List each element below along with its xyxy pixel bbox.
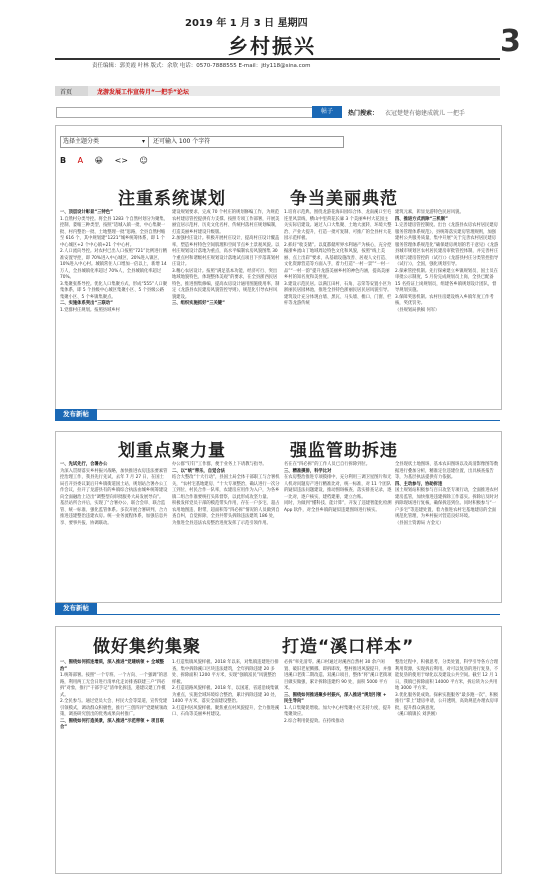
article1-headline-left: 注重系统谋划 <box>118 189 226 209</box>
publish-button[interactable]: 发布新帖 <box>55 409 97 420</box>
issue-date: 2019 年 1 月 3 日 星期四 <box>185 18 308 29</box>
nav-banner-link[interactable]: 龙游发展工作宣传月“一把手”论坛 <box>97 89 189 96</box>
article1-col1: 一、顶层设计彰显“三特色” 1.自然村分类导控。将全县 1283 个自然村划分为聚集、控制、萎缩三种类型，按照“适城入镇一批、中心集聚一批、村内整治一批、土地整理一批”思路，全县自然村缩至 616 个，其中规划建“1221”城乡统筹体系，即 1 个中心城区+2 个中心镇+21 个中心村。 2.人口流向导控。对农村已出人口按照“721”比例进行精准安置导控，即 70%进入中心城区、20%进入镇区、10%进入中心村。城镇常住人口增加一倍以上，新增 14 万人，全县城镇化率超过 70%人，全县城镇化率超过 70%。 3.集聚张系导控。优化人口集聚方式，形成“555”人口聚集体系，即 5 个县级中心城区集聚小区、5 个县级公路集聚小区、5 个乡镇集聚点。 二、实施体系突出“三联动” 1.党群村庄规划。按照县域乡村 <box>60 210 168 313</box>
article3-col3: 必拆”率先清零。溪口村通过对溪西自然村 30 余户闲置、破旧老屋腾挪，即拆即改，整村推进风貌提升，并推进溪口老街二期改造。双溪口项目，整体“将”溪口老街项目做实做强，累计拆除违建约 90 处，面积 5000 平方米。 三、围绕如何推进聚乡村振兴，深入推进“规划引领 + 民生导向” 1.人口集聚促增收。加大中心村集聚小区支持力度，提升集聚效应。 2.综合利用促提效。在持续推动 <box>284 660 392 724</box>
article1-headline-right: 争当美丽典范 <box>290 189 398 209</box>
article2-headline-right: 强监管助拆违 <box>290 441 398 461</box>
article2-col4: 全县现状土地图斑、基本农田图斑以及高清影像图等数据进行叠加分析，精准定位违建位置，出具核查报告等，为基层执法提供有力依据。 四、主动参与，协助拆违 国土规划站积极参与百日攻坚专项行动，全面推进农村建房监管，加快推进违建拆除工作落实。拆除后及时对拆除现场进行复核，确保拆违到位。同时积极参与“一户多宅”等违建处置，着力推进农村宅基地建房的全面规范化管理，为乡村振兴营造良好环境。 （县国土资源局 方金元） <box>395 462 499 526</box>
article3-col4: 整治过程中，积极思考，分类处置，科学引导各方合理利用资源，实现拆后利用，对可以复垦的进行复垦，不能复垦的使用于绿化以及建设公共空间。截至 12 月 1 日，我镇已拆除面积 14000 平方米，拆后转为公共用地 3000 平方米。 3.优化服务促成效。探索实施服务“最多跑一次”，积极推行“掌上”建房申请，公开透明，高效规范办理农房审批，提升群众满意度。 （溪口镇镇长 刘洪刚） <box>395 660 499 717</box>
article1-col3: 1.培育示范典。围绕龙游花海田园综合体、龙南溪口至毛连里风景线、横山中里荷花长廊 3 个美丽乡村大花园主关实际启建设。通过人口大集聚、土地大流转、环境大整治、产业大提升，打造一批可复制、可推广的全县村大花园示范样板。 2.抓好“收支储”。以夏都储所界水利通产为核心，充分挖掘浙乡流山丁地域周边特色文化和风貌，按照“线上美丽、点上出彩”要求，从基础设施改善、居观人文打造、文化资源营造等方面入手，着力打造“一村一景”“一村一品”“一村一韵”提升龙游美丽乡村的神色内涵，提高美丽乡村的知名度和美誉度。 3.建设示范民居。以满江田村、石角、志荣等安置小区为浙丽民居园林池，推进全县特色浙丽民居民居风貌引导。建筑设计充分体现白墙、黑瓦、马头墙、檐口、门窗、栏杆等龙游传统 <box>284 210 392 306</box>
search-button[interactable]: 帖子 <box>312 106 342 118</box>
article3-col2: 1.打造集镇风貌样板。2018 年以来，对集镇违建进行排查，集中拆除溪口区块违法建筑，全年拆除违建 20 多处、拆除面积 1200 平方米，实现“强镇富民”风貌整治样板。 2.打造道路风貌样板。2018 年，以国道、省道沿线集镇为重点，实施全域环境综合整治，累计拆除违建 30 处，1400 平方米，落实全面建设整治。 3.打造村居风貌样板。聚焦重点村风貌提升，全力推进溪口、石角等美丽乡村建设。 <box>172 660 280 717</box>
header-divider <box>55 58 500 60</box>
article2-col3: 名在在“四必拆”的工作人员已自行拆除到位。 三、精准摸排，科学比对 在农房整治推进专项摸排中，充分利用三调卫星图片和无人机对问题房产进行精准比对，统一标准，对 11 个团队的疑似违法问题建设，推动图斑核查、落实排查记录，逐一比对，逐户核实，建档建册，建立台账。 同时，为做到“懂科技、能计算”，开发了违建智能化检测App 软件，对全县乡镇的疑似违建图斑进行核实。 <box>284 462 392 513</box>
article3-headline-right: 打造“溪口样本” <box>282 637 415 657</box>
page-title: 乡村振兴 <box>228 34 316 58</box>
hot-search-terms[interactable]: 衣冠楚楚有德建成就儿 一把手 <box>385 110 465 117</box>
hot-search-label: 热门搜索： <box>348 110 379 117</box>
emoji-icon[interactable]: 😀 <box>94 156 104 165</box>
topic-select[interactable] <box>60 136 149 148</box>
article2-headline-left: 划重点聚力量 <box>118 441 226 461</box>
article3-headline-left: 做好集约集聚 <box>93 637 201 657</box>
article2-col2: 办公群“钉钉”工作群，便于业务上下请教与指导。 二、以“统”带乐，自觉合法 结合大整改“十大行动”，县国土局全体干部职工与合署机关，“农村宅基地建房、“十大专项整治，确认进行一次分工到位、村民合作一队率，农建房应用作为入户，为各乡镇二组合作准要统打头阵督察，以此形成攻坚力量。 积极发挥党员干部的模范带头作用，存在一户多宅、超占农用地图违、附带，超面积等“四必拆”情况的人员做到自查自纠，自觉拆除，全县共带头拆除违法建筑 186 处，为推进全县违法农房整治进度发挥了示范引领作用。 <box>172 462 280 526</box>
code-icon[interactable]: <> <box>114 156 128 165</box>
article2-col1: 一、先试先行，合署办公 为深入贯彻落实乡村振兴战略，加快推进农房违法要素管控治理工作，我县先行先试，去年 7 月 27 日，在国土局召开县委议案后开乡镇街道国土站、规划站合署办公工作会议，拉开了龙游县有的乡镇综合执法由城乡统筹建设向全面融治上迈出“调整型向审批服务大局发展导向”。 基层站所合并后，实现了“合署办公、联合会审、联合监管、统一标准、强化监管体系。多次开展合署研判，合力推进违建整治违建农房。统一业务流程体系，加强信息共享、要事共报、协调联动。 <box>60 462 168 526</box>
bold-icon[interactable]: B <box>60 156 67 165</box>
article1-col2: 建设规划要求，完成 70 个村庄的规划修编工作，为规范农村建房管控提供有力支撑。按照专项工作部署，开展美丽宜居示范村、历史文化名村、传统村落村庄规划编制，打造美丽乡村建设升级版。 2.加强村庄设计。积极开展村庄设计，提高村庄设计覆盖率，塑造乡村特色空间肌理和空间节点乡土景观风貌。以村庄规划设计落地为重点，高水平编制农房风貌图集 30 个重点村和诸级村庄规划设计落地试点项目下步落谋划村庄设计。 3.精心农居设计。按照“满足基本功能、经济可行、突出地域地貌特色、体现整体美观”的要求，在全县浙西民居特色，推进图集修编，提高农房设计通用图施使用率，制定《龙游县农民建房风貌管控导则》，规范化引导农村风貌建设。 三、组织实施抓好“三关键” <box>172 210 280 306</box>
chevron-down-icon: ▾ <box>141 138 145 145</box>
font-color-icon[interactable]: A <box>77 156 84 165</box>
editor-toolbar <box>60 156 157 165</box>
char-count-hint: 还可输入 100 个字符 <box>148 136 344 148</box>
editor-info: 责任编辑：郭美霞 叶林 版式：余欣 电话：0570-7888555 E-mail：jtly118@sina.com <box>92 63 311 69</box>
nav-home-link[interactable]: 首页 <box>60 89 73 96</box>
page-number: 3 <box>500 24 521 59</box>
divider <box>55 614 500 615</box>
article3-col1: 一、围绕如何抓连增质，深入推进“党建统领 + 全域整治” 1.统筹部署。按照“一个专班、一个方向、一个强调”的思路，利用两工无会日进行清单化走访排查联建三户“四必拆”对象，推行“干部手记”清单化拆违，递建议建工作模式。 2.全民参与。通过党员大会、村民大会等渠道，宣传党建引领模式，调动群众积极性，推行“三创四评”党建统领政策，调查研究创出的优秀成果向村推广。 二、围绕如何打造美景，深入推进“示范带领 + 项目联合” <box>60 660 168 730</box>
search-input[interactable] <box>56 107 313 118</box>
topic-select-label: 选择主题分类 <box>63 138 100 145</box>
article1-col4: 建筑元素，彰显龙游特色民居风貌。 四、推进方式消除“三机制” 1.完善建房管控制度。出台《龙游县农房农村居民建房服务管理体系规范》，县统筹落实建房管理规则，加强建村公共服务质量，集中开展“关于完善农村居民建房服务管理体系规范化”确保建房规划的若干意见》《龙游县城市规划区农村居民建房审批管控体制，并完善村庄规划与建房管控的（试行）》《龙游县村庄分类管控指导（试行）》，全国，强化规划引导。 2.探索管控机制。先行探索建立乡镇规划员、国土员在审批公示制度，5 月份完成规划员上岗，全县已配备 15 名持证上岗规划员，组建各乡镇规划设计团队，督导规划实施。 3.保障奖惩机制。农村住房建设纳入乡镇年度工作考核，奖优罚劣。 （县规划局供稿 何军） <box>395 210 499 313</box>
divider <box>55 420 500 421</box>
smiley-icon[interactable]: ☺ <box>139 156 148 165</box>
publish-button[interactable]: 发布新帖 <box>55 603 97 614</box>
